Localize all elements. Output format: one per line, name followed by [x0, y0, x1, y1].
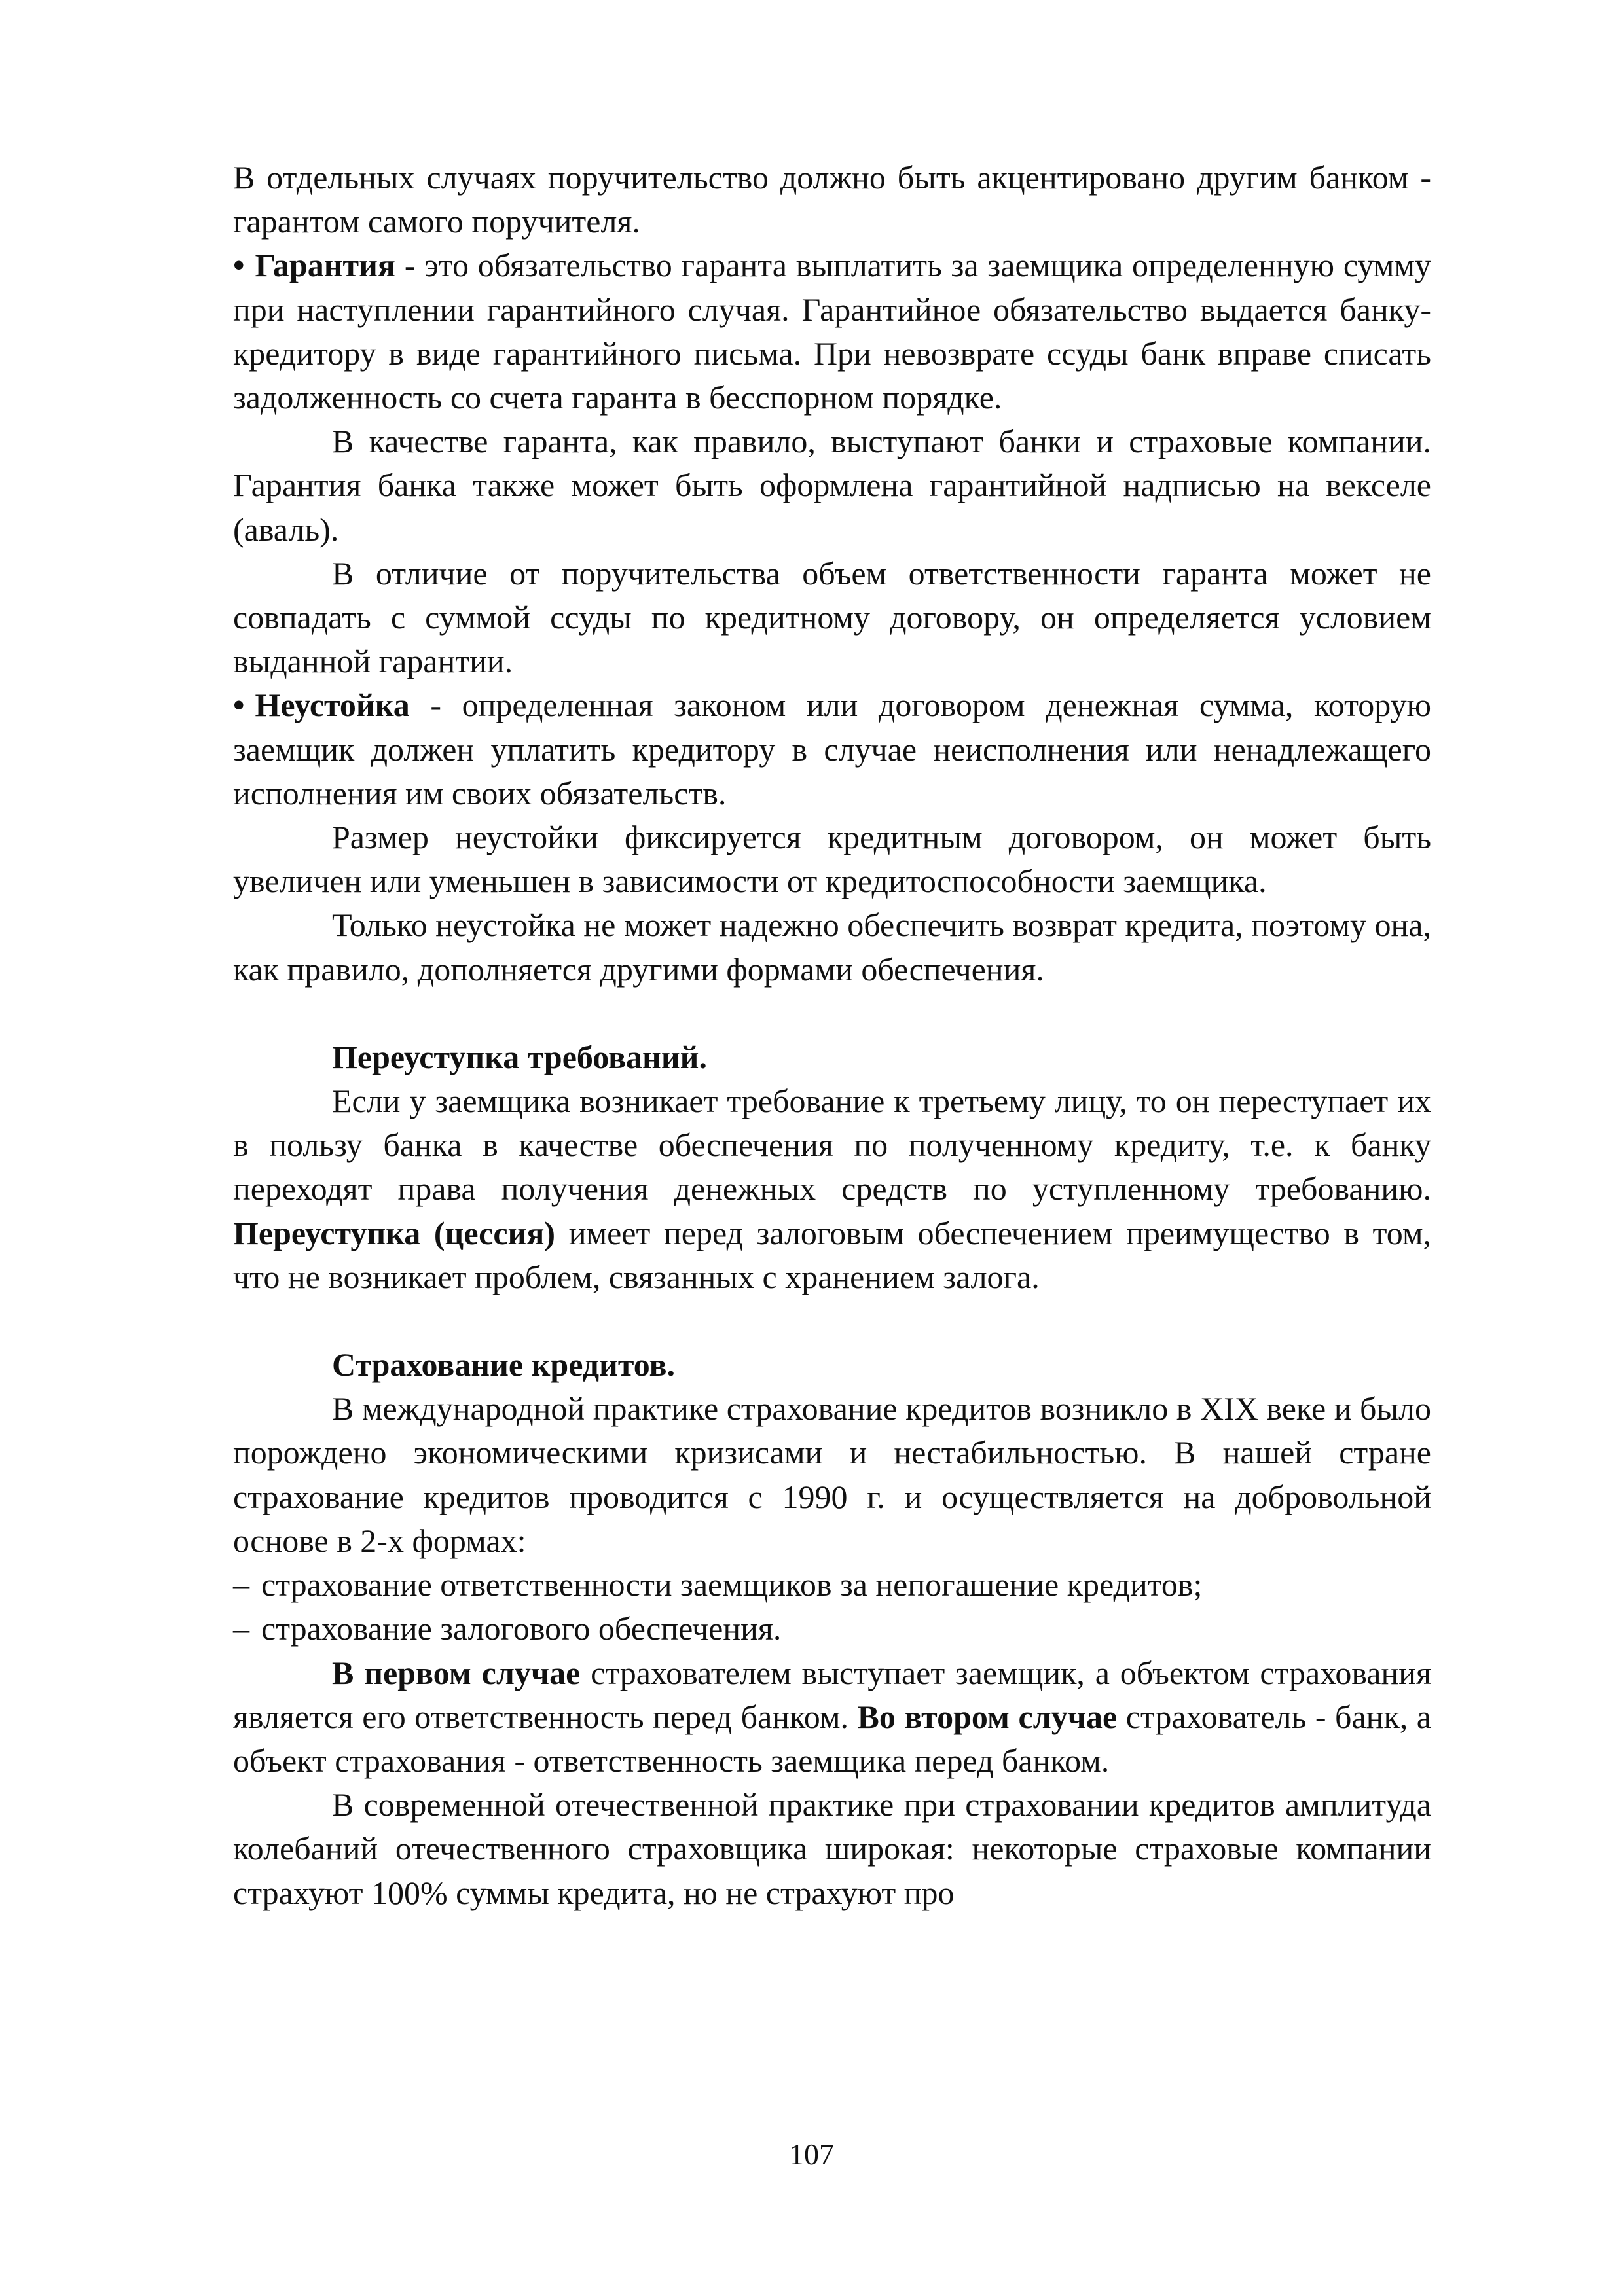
second-case-text: страхователь - банк, а объект страхования - ответственность заемщика перед банком.	[233, 1698, 1431, 1779]
bullet-guarantee	[233, 243, 1431, 420]
paragraph-insurance-practice: В современной отечественной практике при страховании кредитов амплитуда колебаний отечественного страховщика широкая: некоторые страховые компании страхуют 100% суммы кредита, но не страхуют про	[233, 1786, 1431, 1911]
paragraph-penalty-limits: Только неустойка не может надежно обеспечить возврат кредита, поэтому она, как правило, дополняется другими формами обеспечения.	[233, 906, 1431, 988]
paragraph-insurance-intro: В международной практике страхование кредитов возникло в XIX веке и было порождено экономическими кризисами и нестабильностью. В нашей стране страхование кредитов проводится с 1990 г. и осуществляется на добровольной основе в 2-х формах:	[233, 1390, 1431, 1559]
first-case-text: страхователем выступает заемщик, а объектом страхования является его ответственность перед банком.	[233, 1654, 1431, 1735]
term-first-case: В первом случае	[332, 1654, 581, 1691]
term-second-case: Во втором случае	[857, 1698, 1118, 1735]
page-body	[233, 156, 1431, 1915]
heading-cession: Переуступка требований.	[332, 1038, 707, 1075]
bullet-penalty	[233, 683, 1431, 816]
list-item: – страхование ответственности заемщиков за непогашение кредитов;	[233, 1563, 1431, 1607]
paragraph-guarantors: В качестве гаранта, как правило, выступают банки и страховые компании. Гарантия банка также может быть оформлена гарантийной надписью на векселе (аваль).	[233, 423, 1431, 548]
page-number: 107	[789, 2138, 834, 2171]
term-dash: -	[395, 247, 425, 284]
paragraph-surety-accept: В отдельных случаях поручительство должно быть акцентировано другим банком - гарантом самого поручителя.	[233, 159, 1431, 240]
paragraph-insurance-cases	[233, 1651, 1431, 1784]
paragraph-guarantee-scope: В отличие от поручительства объем ответственности гаранта может не совпадать с суммой ссуды по кредитному договору, он определяется условием выданной гарантии.	[233, 554, 1431, 680]
term-guarantee: Гарантия	[255, 247, 395, 284]
penalty-definition: определенная законом или договором денежная сумма, которую заемщик должен уплатить кредитору в случае неисполнения или ненадлежащего исполнения им своих обязательств.	[233, 687, 1431, 812]
paragraph-cession	[233, 1079, 1431, 1299]
term-penalty: Неустойка	[255, 687, 410, 724]
cession-text-before: Если у заемщика возникает требование к третьему лицу, то он переступает их в пользу банка в качестве обеспечения по полученному кредиту, т.е. к банку переходят права получения денежных средств по уступленному требованию.	[233, 1083, 1431, 1208]
guarantee-definition: это обязательство гаранта выплатить за заемщика определенную сумму при наступлении гарантийного случая. Гарантийное обязательство выдается банку-кредитору в виде гарантийного письма. При невозврате ссуды банк вправе списать задолженность со счета гаранта в бесспорном порядке.	[233, 247, 1431, 416]
list-item: – страхование залогового обеспечения.	[233, 1607, 1431, 1651]
term-cession: Переуступка (цессия)	[233, 1214, 556, 1251]
cession-text-after: имеет перед залоговым обеспечением преимущество в том, что не возникает проблем, связанных с хранением залога.	[233, 1214, 1431, 1295]
heading-insurance: Страхование кредитов.	[332, 1346, 675, 1384]
term-dash: -	[409, 687, 462, 724]
paragraph-penalty-size: Размер неустойки фиксируется кредитным договором, он может быть увеличен или уменьшен в зависимости от кредитоспособности заемщика.	[233, 819, 1431, 900]
